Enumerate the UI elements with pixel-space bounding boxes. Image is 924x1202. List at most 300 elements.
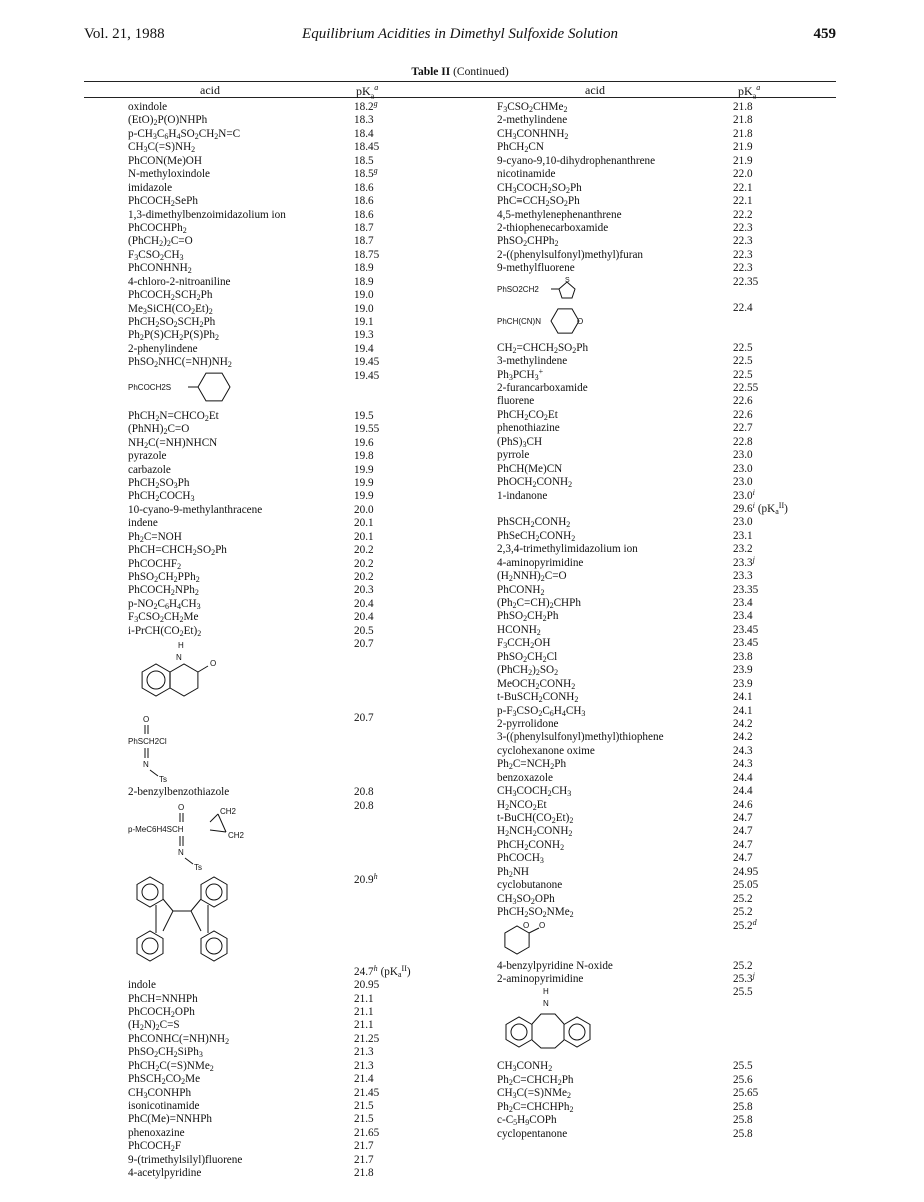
table-row — [497, 1087, 837, 1100]
table-row — [497, 141, 837, 154]
acid-name: $NH_2C(=NH)NHCN$ — [128, 436, 218, 450]
acid-name: $c-C_5H_9COPh$ — [497, 1114, 557, 1128]
sulfur-atom-label: S — [565, 276, 570, 284]
pka-number: 20.7 — [354, 712, 374, 725]
acid-name: indene — [128, 517, 158, 530]
table-column-right — [497, 101, 837, 1141]
acid-name: 2-pyrrolidone — [497, 717, 559, 730]
pka-value — [733, 395, 753, 408]
pka-value — [354, 544, 374, 557]
pka-value — [354, 558, 374, 571]
pka-number: 25.2 — [733, 919, 753, 932]
table-row — [497, 530, 837, 543]
acid-name: carbazole — [128, 463, 171, 476]
pka-value — [354, 329, 374, 342]
table-row — [497, 705, 837, 718]
table-row — [497, 986, 837, 1060]
pka-value — [733, 678, 753, 691]
acid-name: pyrrole — [497, 449, 530, 462]
pka-value — [354, 504, 374, 517]
pka-number: 24.7 — [733, 852, 753, 865]
pka-value — [354, 712, 374, 725]
sulfoximine-structure — [128, 712, 258, 784]
table-row — [128, 517, 458, 530]
footnote-marker: d — [752, 917, 757, 927]
table-row — [497, 1128, 837, 1141]
table-row — [497, 651, 837, 664]
pka-value — [354, 1033, 379, 1046]
table-row — [128, 1033, 458, 1046]
pka-value — [733, 1060, 753, 1073]
acid-name: 3-methylindene — [497, 355, 568, 368]
acid-name: PhCH$_2$CN — [497, 141, 544, 155]
pka-value — [354, 871, 378, 887]
pka-number: 21.7 — [354, 1153, 374, 1166]
pka-number: 22.1 — [733, 195, 753, 208]
pka-value — [733, 114, 753, 127]
acid-name: PhC(Me)=NNHPh — [128, 1113, 213, 1126]
acid-name: $PhSO_2CH_2SiPh_3$ — [128, 1046, 203, 1060]
nitrogen-atom-label: N — [543, 999, 549, 1009]
pka-value — [733, 209, 753, 222]
pka-value — [354, 625, 374, 638]
table-row — [128, 712, 458, 786]
pka-number: 18.6 — [354, 181, 374, 194]
acid-name: $p-CH_3C_6H_4SO_2CH_2N=C$ — [128, 127, 241, 141]
acid-name: $PhSO_2NHC(=NH)NH_2$ — [128, 356, 232, 370]
nitrogen-atom-label: N — [143, 760, 149, 770]
pka-number: 20.8 — [354, 786, 374, 799]
pka-value — [354, 1019, 374, 1032]
pka-number: 24.6 — [733, 798, 753, 811]
pka-value — [733, 731, 753, 744]
acid-name: 10-cyano-9-methylanthracene — [128, 503, 263, 516]
pka-value — [733, 554, 755, 570]
table-row — [128, 276, 458, 289]
pka-value — [733, 487, 755, 503]
pka-number: 21.45 — [354, 1086, 380, 1099]
pka-value — [354, 1006, 374, 1019]
table-row — [497, 155, 837, 168]
pka-number: 25.5 — [733, 1060, 753, 1073]
table-row — [497, 249, 837, 262]
pka-number: 23.9 — [733, 664, 753, 677]
pka-number: 19.0 — [354, 302, 374, 315]
pka-value — [354, 571, 374, 584]
table-row — [128, 168, 458, 181]
pka-number: 20.2 — [354, 557, 374, 570]
pka-number: 19.45 — [354, 369, 380, 382]
methylene-label: CH2 — [220, 806, 237, 816]
pka-number: 18.75 — [354, 248, 380, 261]
table-row — [128, 141, 458, 154]
page-header — [84, 26, 836, 46]
footnote-marker: h — [373, 871, 378, 881]
pka-number: 22.1 — [733, 181, 753, 194]
acid-name: PhCH$_2$C(=S)NMe$_2$ — [128, 1059, 214, 1073]
table-row — [497, 745, 837, 758]
table-column-left — [128, 101, 458, 1181]
acid-name: PhCON(Me)OH — [128, 154, 202, 167]
acid-name: $(Ph_2C=CH)_2CHPh$ — [497, 597, 581, 610]
acid-name: $Ph_2C=CHCH_2Ph$ — [497, 1073, 574, 1087]
table-row — [497, 101, 837, 114]
acid-name: 1,3-dimethylbenzoimidazolium ion — [128, 208, 286, 221]
table-row — [128, 329, 458, 342]
table-row — [497, 262, 837, 275]
acid-name: $HCONH_2$ — [497, 623, 541, 637]
pka-number: 18.2 — [354, 101, 374, 113]
table-row — [497, 772, 837, 785]
footnote-marker: h — [373, 963, 378, 973]
table-row — [128, 531, 458, 544]
pka-value — [733, 610, 753, 623]
pka-value — [733, 624, 758, 637]
table-row — [497, 409, 837, 422]
pka-number: 25.3 — [733, 972, 753, 985]
acid-name: pyrazole — [128, 450, 167, 463]
pka-number: 23.45 — [733, 637, 759, 650]
pka-value — [354, 262, 374, 275]
table-row — [497, 114, 837, 127]
pka-number: 24.7 — [733, 812, 753, 824]
pka-value — [733, 664, 753, 677]
pka-number: 19.45 — [354, 356, 380, 369]
pka-number: 22.5 — [733, 341, 753, 354]
pka-value — [733, 970, 755, 986]
pka-number: 23.0 — [733, 516, 753, 529]
pka-number: 19.4 — [354, 342, 374, 355]
pka-value — [354, 303, 374, 316]
acid-name: 9-(trimethylsilyl)fluorene — [128, 1153, 243, 1166]
acid-name: $PhCH_2N=CHCO_2Et$ — [128, 409, 219, 423]
pka-number: 18.6 — [354, 208, 374, 221]
pka-number: 23.8 — [733, 650, 753, 663]
table-row — [497, 436, 837, 449]
pka-value — [733, 1101, 753, 1114]
table-row — [497, 1074, 837, 1087]
table-row — [497, 476, 837, 489]
table-row — [128, 571, 458, 584]
pka-value — [733, 772, 753, 785]
pka-value — [354, 370, 379, 383]
table-row — [128, 222, 458, 235]
pka-value — [733, 141, 753, 154]
pka-value — [733, 476, 753, 489]
acid-name: $PhSCH_2CO_2Me$ — [128, 1073, 201, 1087]
column-header-pka-right: $pK_a^a$ — [738, 83, 761, 101]
pka-number: 21.8 — [733, 127, 753, 140]
acid-name: $H_2NCO_2Et$ — [497, 798, 547, 812]
pka-value — [733, 893, 753, 906]
pka-value — [354, 114, 374, 127]
table-row — [497, 906, 837, 919]
pka-value — [354, 464, 374, 477]
table-row — [128, 128, 458, 141]
footnote-marker: j — [752, 554, 755, 564]
pka-value — [733, 276, 758, 289]
acid-name: $PhSO_2CH_2Cl$ — [497, 650, 558, 664]
acid-name: $PhSeCH_2CONH_2$ — [497, 529, 576, 543]
table-row — [497, 597, 837, 610]
pka-value — [354, 195, 374, 208]
pka-value — [733, 101, 753, 114]
acid-name: PhCOCH$_2$NPh$_2$ — [128, 584, 199, 598]
table-row — [128, 450, 458, 463]
pka-number: 29.6 — [733, 502, 753, 515]
pka-number: 23.0 — [733, 462, 753, 475]
pka-number: 23.2 — [733, 543, 753, 556]
footnote-marker: i — [752, 500, 755, 510]
table-row — [128, 1073, 458, 1086]
table-row — [128, 1127, 458, 1140]
pka-number: 18.4 — [354, 127, 374, 140]
acid-name: $PhCH_2COCH_3$ — [128, 490, 195, 504]
pka-number: 23.0 — [733, 489, 753, 502]
table-row — [128, 611, 458, 624]
pka-number: 20.3 — [354, 584, 374, 597]
pka-number: 25.8 — [733, 1100, 753, 1113]
acid-name: PhCH=NNHPh — [128, 992, 198, 1005]
pka-value — [733, 182, 753, 195]
pka-number: 25.6 — [733, 1073, 753, 1086]
structure-substituent-label: PhCOCH2S — [128, 382, 172, 392]
pka-value — [354, 611, 374, 624]
pka-value — [733, 436, 753, 449]
acid-name: $Me_3SiCH(CO_2Et)_2$ — [128, 302, 213, 316]
ring-oxygen-label: O — [523, 920, 530, 930]
pka-number: 21.8 — [354, 1167, 374, 1180]
pka-number: 18.5 — [354, 168, 374, 181]
footnote-marker: j — [752, 970, 755, 980]
pka-number: 19.9 — [354, 476, 374, 489]
acid-name: $PhCH_2CONH_2$ — [497, 838, 565, 852]
pka-number: 18.7 — [354, 221, 374, 234]
pka-value — [733, 1128, 753, 1141]
oxygen-atom-label: O — [577, 316, 584, 326]
acid-name: 4-benzylpyridine N-oxide — [497, 959, 613, 972]
pka-value — [354, 1100, 374, 1113]
acid-name: cyclopentanone — [497, 1127, 568, 1140]
acid-name: 1-indanone — [497, 489, 548, 502]
pka-value — [354, 141, 379, 154]
pka-value — [354, 101, 378, 114]
table-row — [128, 370, 458, 410]
pka-number: 23.35 — [733, 583, 759, 596]
pka-value — [733, 758, 753, 771]
acid-name: PhCOCH$_2$F — [128, 1140, 182, 1154]
pka-value — [354, 477, 374, 490]
table-row — [497, 276, 837, 302]
column-header-acid-right: acid — [585, 83, 605, 97]
table-row — [497, 128, 837, 141]
pka-value — [733, 1114, 753, 1127]
table-row — [128, 356, 458, 369]
pka-number: 22.3 — [733, 235, 753, 248]
table-label: Table II — [411, 66, 451, 78]
table-row — [497, 970, 837, 986]
table-row — [128, 1113, 458, 1126]
acid-name: cyclohexanone oxime — [497, 744, 595, 757]
acid-name: nicotinamide — [497, 168, 556, 181]
table-row — [128, 316, 458, 329]
table-row — [497, 960, 837, 973]
pka-number: 21.3 — [354, 1059, 374, 1072]
journal-volume: Vol. 21, 1988 — [84, 26, 165, 42]
pka-number: 21.65 — [354, 1126, 380, 1139]
structure-substituent-label: PhCH(CN)N — [497, 316, 541, 326]
acid-name: 2,3,4-trimethylimidazolium ion — [497, 543, 638, 556]
cyclopropyl-sulfoximine-structure — [128, 800, 268, 872]
table-header-rule — [84, 97, 836, 98]
table-row — [128, 625, 458, 638]
pka-number: 23.3 — [733, 570, 753, 583]
acid-name: PhCOCH$_2$OPh — [128, 1005, 195, 1019]
pka-value — [354, 1127, 379, 1140]
table-row — [128, 584, 458, 597]
column-header-acid-left: acid — [200, 83, 220, 97]
bifluorenyl-structure — [128, 874, 268, 964]
morpholino-nitrile-structure — [497, 302, 627, 340]
pka-value — [733, 986, 753, 999]
pka-number: 25.65 — [733, 1087, 759, 1100]
pka-value — [354, 786, 374, 799]
acid-name: $H_2NCH_2CONH_2$ — [497, 825, 573, 839]
acid-name: $Ph_2NH$ — [497, 865, 529, 879]
pka-number: 24.2 — [733, 731, 753, 744]
table-row — [497, 637, 837, 650]
table-row — [497, 852, 837, 865]
pka-number: 20.5 — [354, 624, 374, 637]
table-row — [497, 570, 837, 583]
pka-number: 24.3 — [733, 758, 753, 771]
table-row — [497, 195, 837, 208]
pka-number: 23.9 — [733, 677, 753, 690]
table-caption-suffix: (Continued) — [453, 66, 509, 78]
pka-value — [733, 235, 753, 248]
table-row — [128, 235, 458, 248]
acid-name: $PhOCH_2CONH_2$ — [497, 476, 573, 490]
acid-name: $PhCONHC(=NH)NH_2$ — [128, 1032, 230, 1046]
pka-number: 24.3 — [733, 744, 753, 757]
pka-value — [733, 651, 753, 664]
acid-name: benzoxazole — [497, 771, 553, 784]
column-header-pka-left: $pK_a^a$ — [356, 83, 379, 101]
table-row — [128, 786, 458, 799]
table-row — [497, 516, 837, 529]
acid-name: 2-aminopyrimidine — [497, 972, 584, 985]
pka-number: 19.5 — [354, 409, 374, 422]
acid-name: $i-PrCH(CO_2Et)_2$ — [128, 624, 202, 638]
pka-number: 23.45 — [733, 623, 759, 636]
table-row — [497, 799, 837, 812]
pka-value — [354, 450, 374, 463]
pka-number: 20.0 — [354, 503, 374, 516]
acid-name: $Ph_2C=NOH$ — [128, 530, 182, 544]
acid-name: phenoxazine — [128, 1126, 185, 1139]
pka-number: 24.7 — [733, 838, 753, 851]
pka-number: 21.8 — [733, 101, 753, 113]
pka-value — [733, 262, 753, 275]
acid-name: $Ph_2C=NCH_2Ph$ — [497, 758, 567, 772]
table-row — [497, 812, 837, 825]
pka-number: 25.2 — [733, 959, 753, 972]
table-row — [128, 490, 458, 503]
table-row — [128, 963, 458, 979]
acid-name: $F_3CSO_2CH_3$ — [128, 248, 184, 262]
pka-number: 19.0 — [354, 289, 374, 302]
table-row — [497, 487, 837, 503]
pka-value — [354, 1060, 374, 1073]
acid-name: $CH_3CONHNH_2$ — [497, 127, 569, 141]
table-row — [497, 422, 837, 435]
pka-value — [354, 1167, 374, 1180]
pka-number: 19.6 — [354, 436, 374, 449]
acid-name: PhCOCHPh$_2$ — [128, 221, 187, 235]
pka-number: 22.55 — [733, 382, 759, 394]
nitrogen-atom-label: N — [178, 847, 184, 857]
pka-number: 19.8 — [354, 450, 374, 463]
pka-value — [354, 222, 374, 235]
quinolinone-structure — [128, 638, 258, 708]
pka-value — [733, 1087, 758, 1100]
pka-number: 25.2 — [733, 892, 753, 905]
pka-number: 22.6 — [733, 395, 753, 408]
acid-name: oxindole — [128, 101, 168, 113]
table-row — [497, 610, 837, 623]
table-row — [128, 155, 458, 168]
table-row — [497, 785, 837, 798]
pka-number: 22.6 — [733, 408, 753, 421]
table-row — [497, 839, 837, 852]
pka-number: 21.9 — [733, 141, 753, 154]
pka-number: 22.5 — [733, 355, 753, 368]
pka-number: 20.2 — [354, 571, 374, 583]
acid-name: $F_3CSO_2CHMe_2$ — [497, 101, 568, 114]
acid-name: PhCOCH$_3$ — [497, 852, 544, 866]
pka-value — [354, 316, 374, 329]
pka-number: 22.4 — [733, 301, 753, 314]
pka-number: 19.9 — [354, 490, 374, 503]
acid-name: $(H_2NNH)_2C=O$ — [497, 570, 567, 584]
oxygen-atom-label: O — [143, 715, 150, 725]
pka-number: 21.4 — [354, 1073, 374, 1086]
acid-name: $F_3CSO_2CH_2Me$ — [128, 611, 199, 625]
table-row — [128, 477, 458, 490]
pka-value — [354, 638, 374, 651]
table-row — [128, 993, 458, 1006]
pka-number: 23.1 — [733, 529, 753, 542]
pka-number: 23.4 — [733, 597, 753, 609]
pka-value — [354, 1046, 374, 1059]
pka-value — [733, 463, 753, 476]
pka-value — [733, 409, 753, 422]
table-row — [128, 1100, 458, 1113]
pka-value — [354, 437, 374, 450]
acid-name: $PhC\equiv CCH_2SO_2Ph$ — [497, 195, 580, 209]
table-row — [497, 1101, 837, 1114]
nitrogen-atom-label: N — [176, 653, 182, 663]
table-row — [128, 871, 458, 966]
dibenzazepine-structure — [497, 986, 627, 1058]
footnote-marker: g — [373, 166, 378, 176]
tosyl-label: Ts — [194, 862, 202, 872]
table-row — [497, 1114, 837, 1127]
pka-number: 19.3 — [354, 329, 374, 342]
acid-name: $PhSO_2CH_2PPh_2$ — [128, 571, 200, 584]
acid-name: 4,5-methylenephenanthrene — [497, 208, 622, 221]
hydrogen-atom-label: H — [178, 641, 184, 651]
